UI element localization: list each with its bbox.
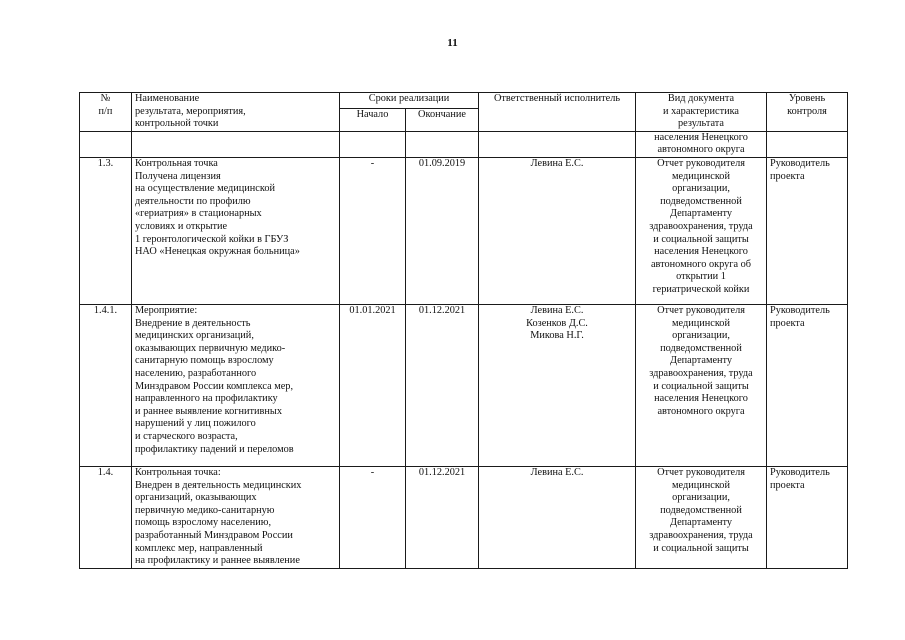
cell-responsible [479,131,636,157]
table-header-row [80,93,848,109]
cell-start: - [340,157,406,304]
header-number: № п/п [80,93,132,132]
cell-level: Руководитель проекта [767,157,848,304]
header-document: Вид документа и характеристика результата [636,93,767,132]
cell-responsible: Левина Е.С. Козенков Д.С. Микова Н.Г. [479,304,636,466]
header-responsible: Ответственный исполнитель [479,93,636,132]
cell-end [406,131,479,157]
cell-name: Контрольная точка: Внедрен в деятельность медицинских организаций, оказывающих первичную медико-санитарную помощь взрослому населению, разработанный Минздравом России комплекс мер, направленный на профилактику и раннее выявление [132,466,340,568]
cell-name: Мероприятие: Внедрение в деятельность медицинских организаций, оказывающих первичную медико- санитарную помощь взрослому населению, разработанного Минздравом России комплекса мер, направленного на профилактику и раннее выявление когнитивных нарушений у лиц пожилого и старческого возраста, профилактику падений и переломов [132,304,340,466]
cell-number: 1.4.1. [80,304,132,466]
cell-document: населения Ненецкого автономного округа [636,131,767,157]
cell-level [767,131,848,157]
cell-responsible: Левина Е.С. [479,157,636,304]
cell-level: Руководитель проекта [767,304,848,466]
cell-start [340,131,406,157]
cell-document: Отчет руководителя медицинской организации, подведомственной Департаменту здравоохранения, труда и социальной защиты населения Ненецкого автономного округа об открытии 1 гериатрической койки [636,157,767,304]
cell-start: - [340,466,406,568]
header-end: Окончание [406,108,479,131]
cell-number: 1.4. [80,466,132,568]
cell-start: 01.01.2021 [340,304,406,466]
cell-number: 1.3. [80,157,132,304]
table-row [80,466,848,568]
cell-name: Контрольная точка Получена лицензия на осуществление медицинской деятельности по профилю «гериатрия» в стационарных условиях и открытие 1 геронтологической койки в ГБУЗ НАО «Ненецкая окружная больница» [132,157,340,304]
header-name: Наименование результата, мероприятия, контрольной точки [132,93,340,132]
cell-responsible: Левина Е.С. [479,466,636,568]
table-row [80,304,848,466]
cell-level: Руководитель проекта [767,466,848,568]
cell-document: Отчет руководителя медицинской организации, подведомственной Департаменту здравоохранения, труда и социальной защиты населения Ненецкого автономного округа [636,304,767,466]
page-number: 11 [447,37,458,49]
cell-end: 01.12.2021 [406,304,479,466]
table-row [80,157,848,304]
header-terms: Сроки реализации [340,93,479,109]
cell-end: 01.09.2019 [406,157,479,304]
header-start: Начало [340,108,406,131]
cell-end: 01.12.2021 [406,466,479,568]
cell-document: Отчет руководителя медицинской организации, подведомственной Департаменту здравоохранения, труда и социальной защиты [636,466,767,568]
header-level: Уровень контроля [767,93,848,132]
implementation-plan-table [79,92,848,569]
cell-number [80,131,132,157]
cell-name [132,131,340,157]
table-row [80,131,848,157]
